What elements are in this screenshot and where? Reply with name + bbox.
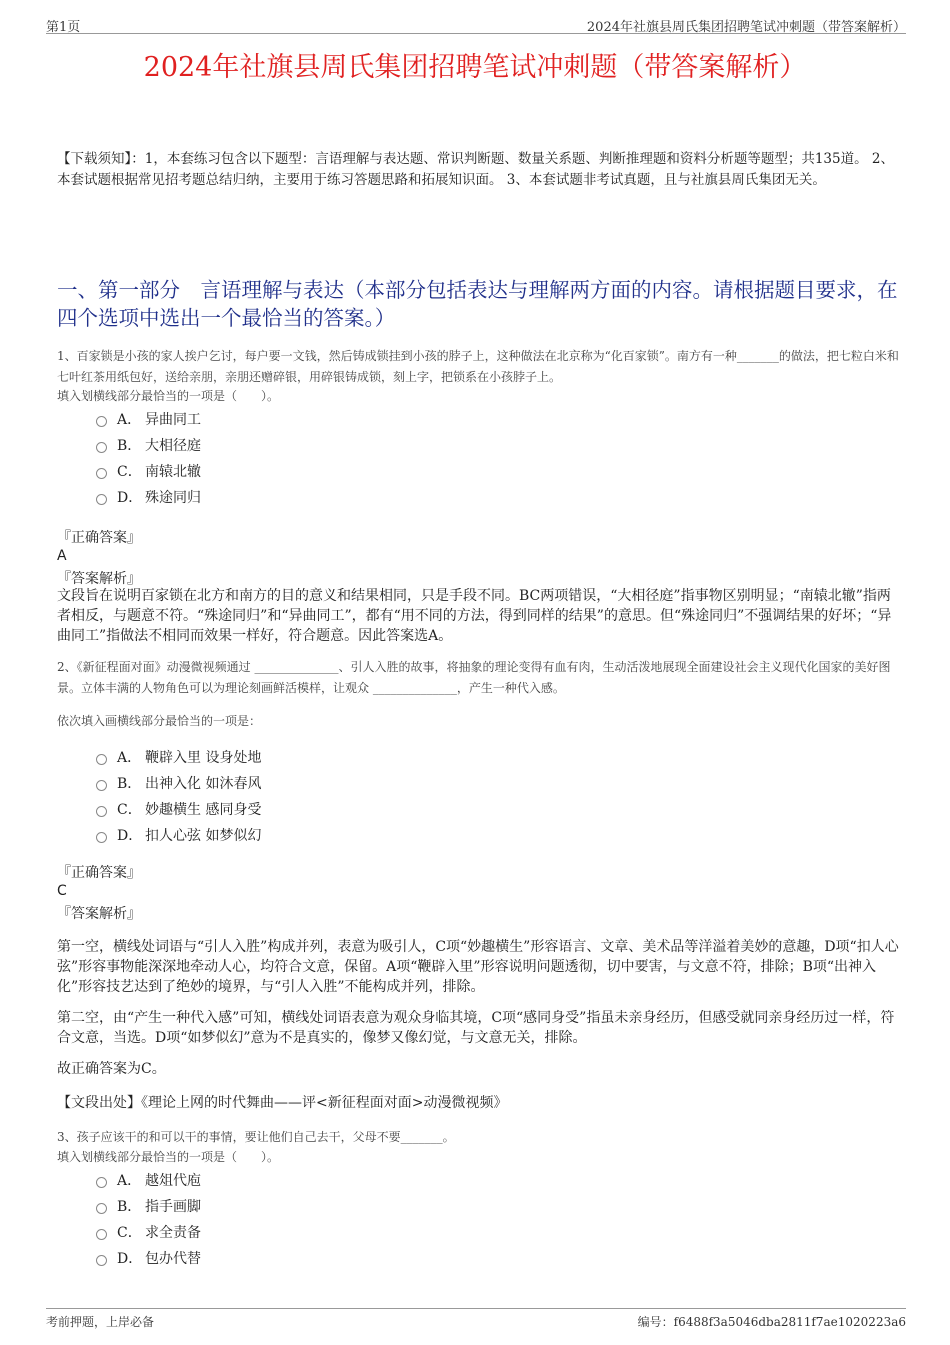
question-3-option-c[interactable]: C． 求全责备 [96, 1222, 201, 1242]
question-1-stem: 1、百家锁是小孩的家人挨户乞讨，每户要一文钱，然后铸成锁挂到小孩的脖子上，这种做法在北京称为“化百家锁”。南方有一种_______的做法，把七粒白米和七叶红茶用纸包好，送给亲朋，亲朋还赠碎银，用碎银铸成锁，刻上字，把锁系在小孩脖子上。 [57, 349, 899, 384]
question-3-option-b[interactable]: B． 指手画脚 [96, 1196, 201, 1216]
radio-icon[interactable] [96, 494, 107, 505]
question-1-option-d[interactable]: D． 殊途同归 [96, 487, 201, 507]
question-2-analysis-p2: 第二空，由“产生一种代入感”可知，横线处词语表意为观众身临其境，C项“感同身受”指虽未亲身经历，但感受就同亲身经历过一样，符合文意，当选。D项“如梦似幻”意为不是真实的，像梦又像幻觉，与文意无关，排除。 [57, 1010, 895, 1046]
question-3-stem: 3、孩子应该干的和可以干的事情，要让他们自己去干，父母不要_______。 [57, 1130, 455, 1144]
question-2-source: 【文段出处】《理论上网的时代舞曲——评<新征程面对面>动漫微视频》 [57, 1095, 508, 1111]
radio-icon[interactable] [96, 832, 107, 843]
radio-icon[interactable] [96, 442, 107, 453]
question-1-option-b[interactable]: B． 大相径庭 [96, 435, 201, 455]
question-3-option-d[interactable]: D． 包办代替 [96, 1248, 201, 1268]
section-heading: 一、第一部分 言语理解与表达（本部分包括表达与理解两方面的内容。请根据题目要求，在四个选项中选出一个最恰当的答案。） [57, 278, 898, 330]
question-2-option-a[interactable]: A． 鞭辟入里 设身处地 [96, 747, 261, 767]
question-2-option-c[interactable]: C． 妙趣横生 感同身受 [96, 799, 261, 819]
header-divider [46, 33, 906, 34]
question-1-prompt: 填入划横线部分最恰当的一项是（ ）。 [57, 389, 280, 403]
question-1-answer-title: 『正确答案』 [57, 530, 141, 546]
document-title: 2024年社旗县周氏集团招聘笔试冲刺题（带答案解析） [143, 52, 807, 83]
question-2-prompt: 依次填入画横线部分最恰当的一项是： [57, 714, 262, 728]
radio-icon[interactable] [96, 754, 107, 765]
question-1-option-a[interactable]: A． 异曲同工 [96, 409, 201, 429]
radio-icon[interactable] [96, 1229, 107, 1240]
question-2-option-b[interactable]: B． 出神入化 如沐春风 [96, 773, 261, 793]
footer-divider [46, 1308, 906, 1309]
question-1-answer: A [57, 548, 67, 564]
radio-icon[interactable] [96, 1203, 107, 1214]
question-2-answer-title: 『正确答案』 [57, 865, 141, 881]
download-notice: 【下载须知】：1，本套练习包含以下题型：言语理解与表达题、常识判断题、数量关系题、判断推理题和资料分析题等题型；共135道。 2、本套试题根据常见招考题总结归纳，主要用于练习答题思路和拓展知识面。 3、本套试题非考试真题，且与社旗县周氏集团无关。 [57, 151, 894, 188]
question-3-prompt: 填入划横线部分最恰当的一项是（ ）。 [57, 1150, 280, 1164]
radio-icon[interactable] [96, 780, 107, 791]
radio-icon[interactable] [96, 468, 107, 479]
question-1-analysis: 文段旨在说明百家锁在北方和南方的目的意义和结果相同，只是手段不同。BC两项错误，“大相径庭”指事物区别明显；“南辕北辙”指两者相反，与题意不符。“殊途同归”和“异曲同工”，都有“用不同的方法，得到同样的结果”的意思。但“殊途同归”不强调结果的好坏；“异曲同工”指做法不相同而效果一样好，符合题意。因此答案选A。 [57, 588, 892, 644]
running-header-title: 2024年社旗县周氏集团招聘笔试冲刺题（带答案解析） [586, 20, 906, 35]
radio-icon[interactable] [96, 1177, 107, 1188]
question-3-option-a[interactable]: A． 越俎代庖 [96, 1170, 201, 1190]
question-2-analysis-p3: 故正确答案为C。 [57, 1061, 166, 1077]
question-1-analysis-title: 『答案解析』 [57, 571, 141, 587]
radio-icon[interactable] [96, 806, 107, 817]
question-2-option-d[interactable]: D． 扣人心弦 如梦似幻 [96, 825, 261, 845]
question-2-analysis-title: 『答案解析』 [57, 906, 141, 922]
question-2-analysis-p1: 第一空，横线处词语与“引人入胜”构成并列，表意为吸引人，C项“妙趣横生”形容语言、文章、美术品等洋溢着美妙的意趣，D项“扣人心弦”形容事物能深深地牵动人心，均符合文意，保留。A项“鞭辟入里”形容说明问题透彻，切中要害，与文意不符，排除；B项“出神入化”形容技艺达到了绝妙的境界，与“引人入胜”不能构成并列，排除。 [57, 939, 899, 995]
radio-icon[interactable] [96, 1255, 107, 1266]
footer-slogan: 考前押题，上岸必备 [46, 1315, 155, 1329]
radio-icon[interactable] [96, 416, 107, 427]
page-number: 第1页 [46, 20, 81, 35]
question-2-answer: C [57, 883, 67, 899]
question-1-option-c[interactable]: C． 南辕北辙 [96, 461, 201, 481]
footer-document-id: 编号：f6488f3a5046dba2811f7ae1020223a6 [637, 1315, 906, 1329]
question-2-stem: 2、《新征程面对面》动漫微视频通过 ______________、引人入胜的故事，将抽象的理论变得有血有肉，生动活泼地展现全面建设社会主义现代化国家的美好图景。立体丰满的人物角色可以为理论刻画鲜活模样，让观众 ______________，产生一种代入感。 [57, 660, 891, 695]
